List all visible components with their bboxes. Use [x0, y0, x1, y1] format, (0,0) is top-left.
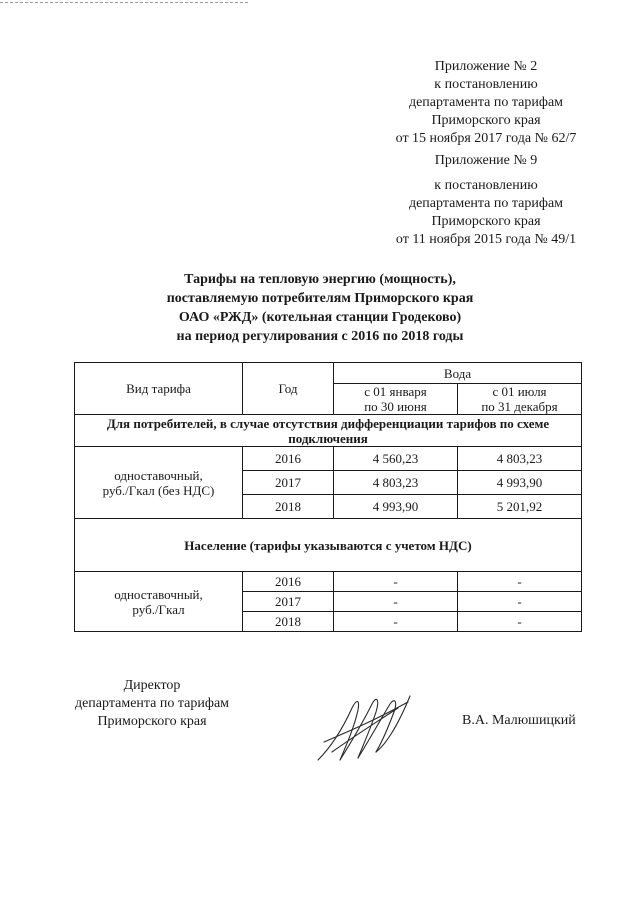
title-line: на период регулирования с 2016 по 2018 годы: [176, 329, 464, 344]
tariff-value-cell: -: [334, 592, 458, 612]
appendix-line: от 15 ноября 2017 года № 62/7: [395, 131, 577, 146]
title-line: Тарифы на тепловую энергию (мощность),: [184, 272, 456, 287]
section-title: Население (тарифы указываются с учетом НДС): [75, 519, 582, 572]
appendix-block-1: [370, 58, 602, 148]
year-cell: 2016: [243, 572, 334, 592]
year-cell: 2016: [243, 447, 334, 471]
appendix-heading: Приложение № 9: [434, 153, 538, 168]
tariff-type-cell: одноставочный, руб./Гкал (без НДС): [75, 447, 243, 519]
scan-edge-line: [0, 2, 248, 3]
appendix-line: департамента по тарифам: [408, 95, 564, 110]
tariff-value-cell: -: [334, 572, 458, 592]
signatory-name: В.А. Малюшицкий: [462, 713, 576, 728]
tariff-value-cell: -: [458, 612, 582, 632]
tariff-value-cell: 4 803,23: [334, 471, 458, 495]
col-header-period-2: с 01 июля по 31 декабря: [458, 384, 582, 415]
year-cell: 2018: [243, 612, 334, 632]
tariff-type-cell: одноставочный, руб./Гкал: [75, 572, 243, 632]
appendix-line: от 11 ноября 2015 года № 49/1: [395, 232, 577, 247]
col-header-tariff: Вид тарифа: [75, 363, 243, 415]
appendix-line: Приморского края: [431, 214, 541, 229]
col-header-year: Год: [243, 363, 334, 415]
tariff-value-cell: 4 803,23: [458, 447, 582, 471]
signatory-position: Директор департамента по тарифам Приморского края: [74, 678, 230, 729]
year-cell: 2018: [243, 495, 334, 519]
appendix-line: к постановлению: [434, 178, 538, 193]
title-line: ОАО «РЖД» (котельная станции Гродеково): [178, 310, 462, 325]
title-line: поставляемую потребителям Приморского края: [166, 291, 474, 306]
tariff-value-cell: -: [334, 612, 458, 632]
year-cell: 2017: [243, 592, 334, 612]
tariff-value-cell: -: [458, 592, 582, 612]
tariff-value-cell: 5 201,92: [458, 495, 582, 519]
year-cell: 2017: [243, 471, 334, 495]
appendix-block-2: [370, 152, 602, 249]
col-header-period-1: с 01 января по 30 июня: [334, 384, 458, 415]
handwritten-signature-icon: [312, 690, 416, 766]
col-header-water: Вода: [334, 363, 582, 384]
tariff-value-cell: -: [458, 572, 582, 592]
tariff-value-cell: 4 993,90: [458, 471, 582, 495]
tariff-value-cell: 4 993,90: [334, 495, 458, 519]
tariff-value-cell: 4 560,23: [334, 447, 458, 471]
appendix-heading: Приложение № 2: [434, 59, 538, 74]
tariff-table: [74, 362, 582, 632]
section-title: Для потребителей, в случае отсутствия дифференциации тарифов по схеме подключения: [75, 415, 582, 447]
appendix-line: к постановлению: [434, 77, 538, 92]
document-title: [60, 270, 580, 346]
appendix-line: департамента по тарифам: [408, 196, 564, 211]
appendix-line: Приморского края: [431, 113, 541, 128]
